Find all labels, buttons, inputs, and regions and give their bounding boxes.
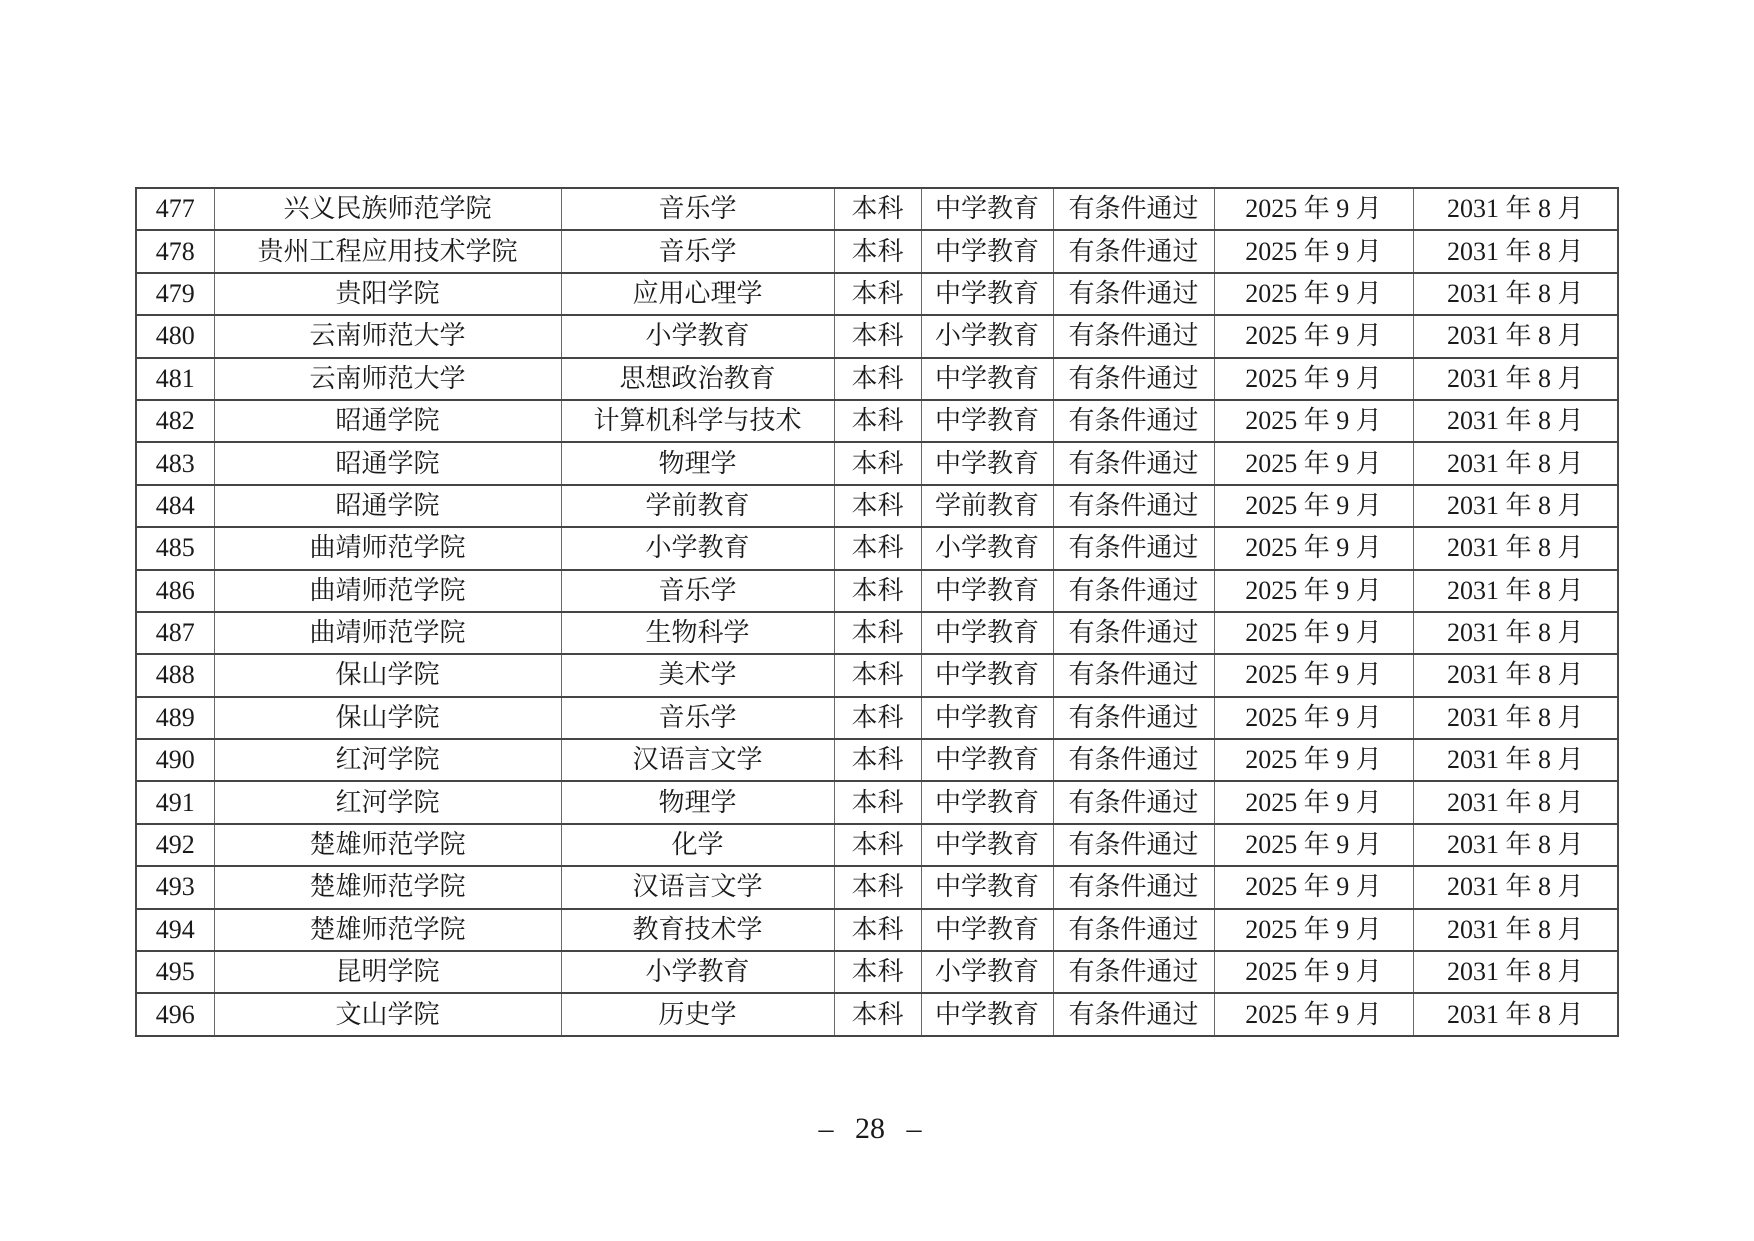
cell-result: 有条件通过 <box>1053 570 1214 612</box>
cell-category: 中学教育 <box>921 654 1053 696</box>
cell-institution: 昭通学院 <box>214 485 561 527</box>
cell-result: 有条件通过 <box>1053 442 1214 484</box>
cell-level: 本科 <box>834 230 921 272</box>
cell-level: 本科 <box>834 866 921 908</box>
cell-end-date: 2031 年 8 月 <box>1413 612 1618 654</box>
cell-end-date: 2031 年 8 月 <box>1413 739 1618 781</box>
table-row <box>136 485 1618 527</box>
cell-row-number: 490 <box>136 739 214 781</box>
page-number: – 28 – <box>818 1112 922 1145</box>
table-row <box>136 358 1618 400</box>
cell-result: 有条件通过 <box>1053 527 1214 569</box>
cell-category: 中学教育 <box>921 739 1053 781</box>
cell-program: 教育技术学 <box>561 909 834 951</box>
cell-level: 本科 <box>834 358 921 400</box>
cell-category: 中学教育 <box>921 570 1053 612</box>
cell-program: 音乐学 <box>561 570 834 612</box>
cell-program: 汉语言文学 <box>561 866 834 908</box>
cell-level: 本科 <box>834 781 921 823</box>
cell-end-date: 2031 年 8 月 <box>1413 358 1618 400</box>
cell-start-date: 2025 年 9 月 <box>1214 697 1413 739</box>
cell-end-date: 2031 年 8 月 <box>1413 697 1618 739</box>
cell-result: 有条件通过 <box>1053 230 1214 272</box>
cell-program: 小学教育 <box>561 315 834 357</box>
cell-level: 本科 <box>834 951 921 993</box>
cell-end-date: 2031 年 8 月 <box>1413 188 1618 230</box>
cell-program: 物理学 <box>561 781 834 823</box>
cell-row-number: 477 <box>136 188 214 230</box>
cell-level: 本科 <box>834 697 921 739</box>
cell-result: 有条件通过 <box>1053 824 1214 866</box>
cell-row-number: 489 <box>136 697 214 739</box>
cell-result: 有条件通过 <box>1053 781 1214 823</box>
cell-end-date: 2031 年 8 月 <box>1413 951 1618 993</box>
cell-institution: 云南师范大学 <box>214 315 561 357</box>
table-row <box>136 612 1618 654</box>
cell-institution: 曲靖师范学院 <box>214 570 561 612</box>
cell-start-date: 2025 年 9 月 <box>1214 654 1413 696</box>
cell-row-number: 495 <box>136 951 214 993</box>
cell-result: 有条件通过 <box>1053 315 1214 357</box>
cell-end-date: 2031 年 8 月 <box>1413 909 1618 951</box>
cell-start-date: 2025 年 9 月 <box>1214 315 1413 357</box>
cell-end-date: 2031 年 8 月 <box>1413 400 1618 442</box>
cell-program: 化学 <box>561 824 834 866</box>
cell-category: 中学教育 <box>921 230 1053 272</box>
cell-institution: 昆明学院 <box>214 951 561 993</box>
cell-end-date: 2031 年 8 月 <box>1413 442 1618 484</box>
accreditation-table <box>135 187 1619 1037</box>
table-row <box>136 442 1618 484</box>
cell-institution: 楚雄师范学院 <box>214 824 561 866</box>
cell-start-date: 2025 年 9 月 <box>1214 485 1413 527</box>
cell-start-date: 2025 年 9 月 <box>1214 442 1413 484</box>
cell-result: 有条件通过 <box>1053 654 1214 696</box>
cell-category: 中学教育 <box>921 993 1053 1035</box>
cell-institution: 楚雄师范学院 <box>214 866 561 908</box>
cell-category: 中学教育 <box>921 273 1053 315</box>
cell-institution: 昭通学院 <box>214 442 561 484</box>
cell-institution: 保山学院 <box>214 697 561 739</box>
cell-category: 小学教育 <box>921 315 1053 357</box>
cell-row-number: 482 <box>136 400 214 442</box>
cell-start-date: 2025 年 9 月 <box>1214 188 1413 230</box>
cell-row-number: 487 <box>136 612 214 654</box>
cell-institution: 曲靖师范学院 <box>214 612 561 654</box>
cell-row-number: 486 <box>136 570 214 612</box>
table-row <box>136 188 1618 230</box>
cell-result: 有条件通过 <box>1053 993 1214 1035</box>
cell-category: 中学教育 <box>921 442 1053 484</box>
cell-level: 本科 <box>834 739 921 781</box>
cell-end-date: 2031 年 8 月 <box>1413 273 1618 315</box>
cell-category: 学前教育 <box>921 485 1053 527</box>
table-row <box>136 527 1618 569</box>
cell-program: 小学教育 <box>561 951 834 993</box>
cell-institution: 红河学院 <box>214 739 561 781</box>
cell-institution: 红河学院 <box>214 781 561 823</box>
cell-result: 有条件通过 <box>1053 188 1214 230</box>
cell-start-date: 2025 年 9 月 <box>1214 781 1413 823</box>
table-row <box>136 993 1618 1035</box>
cell-institution: 曲靖师范学院 <box>214 527 561 569</box>
cell-level: 本科 <box>834 993 921 1035</box>
cell-row-number: 479 <box>136 273 214 315</box>
cell-level: 本科 <box>834 315 921 357</box>
cell-start-date: 2025 年 9 月 <box>1214 358 1413 400</box>
cell-level: 本科 <box>834 400 921 442</box>
cell-institution: 贵阳学院 <box>214 273 561 315</box>
cell-category: 中学教育 <box>921 612 1053 654</box>
cell-result: 有条件通过 <box>1053 909 1214 951</box>
cell-result: 有条件通过 <box>1053 358 1214 400</box>
cell-program: 学前教育 <box>561 485 834 527</box>
table-body <box>136 188 1618 1036</box>
cell-category: 中学教育 <box>921 400 1053 442</box>
cell-result: 有条件通过 <box>1053 697 1214 739</box>
cell-row-number: 493 <box>136 866 214 908</box>
cell-level: 本科 <box>834 188 921 230</box>
cell-program: 音乐学 <box>561 697 834 739</box>
cell-end-date: 2031 年 8 月 <box>1413 570 1618 612</box>
cell-program: 美术学 <box>561 654 834 696</box>
table-row <box>136 697 1618 739</box>
cell-start-date: 2025 年 9 月 <box>1214 909 1413 951</box>
cell-level: 本科 <box>834 273 921 315</box>
cell-program: 思想政治教育 <box>561 358 834 400</box>
table-row <box>136 909 1618 951</box>
table-row <box>136 824 1618 866</box>
cell-program: 音乐学 <box>561 188 834 230</box>
cell-end-date: 2031 年 8 月 <box>1413 315 1618 357</box>
cell-level: 本科 <box>834 442 921 484</box>
cell-program: 汉语言文学 <box>561 739 834 781</box>
cell-program: 计算机科学与技术 <box>561 400 834 442</box>
cell-start-date: 2025 年 9 月 <box>1214 951 1413 993</box>
table-row <box>136 315 1618 357</box>
cell-level: 本科 <box>834 485 921 527</box>
cell-institution: 文山学院 <box>214 993 561 1035</box>
cell-start-date: 2025 年 9 月 <box>1214 527 1413 569</box>
cell-program: 音乐学 <box>561 230 834 272</box>
cell-level: 本科 <box>834 570 921 612</box>
table-row <box>136 866 1618 908</box>
cell-result: 有条件通过 <box>1053 400 1214 442</box>
cell-end-date: 2031 年 8 月 <box>1413 485 1618 527</box>
cell-end-date: 2031 年 8 月 <box>1413 527 1618 569</box>
cell-level: 本科 <box>834 909 921 951</box>
cell-start-date: 2025 年 9 月 <box>1214 739 1413 781</box>
cell-start-date: 2025 年 9 月 <box>1214 230 1413 272</box>
cell-row-number: 484 <box>136 485 214 527</box>
cell-start-date: 2025 年 9 月 <box>1214 824 1413 866</box>
cell-start-date: 2025 年 9 月 <box>1214 612 1413 654</box>
cell-row-number: 496 <box>136 993 214 1035</box>
table-row <box>136 400 1618 442</box>
cell-row-number: 491 <box>136 781 214 823</box>
cell-end-date: 2031 年 8 月 <box>1413 866 1618 908</box>
cell-row-number: 481 <box>136 358 214 400</box>
table-row <box>136 781 1618 823</box>
cell-institution: 兴义民族师范学院 <box>214 188 561 230</box>
table-row <box>136 230 1618 272</box>
cell-end-date: 2031 年 8 月 <box>1413 993 1618 1035</box>
cell-start-date: 2025 年 9 月 <box>1214 273 1413 315</box>
cell-result: 有条件通过 <box>1053 612 1214 654</box>
cell-program: 生物科学 <box>561 612 834 654</box>
cell-end-date: 2031 年 8 月 <box>1413 230 1618 272</box>
cell-category: 中学教育 <box>921 866 1053 908</box>
table-row <box>136 951 1618 993</box>
cell-start-date: 2025 年 9 月 <box>1214 570 1413 612</box>
cell-category: 中学教育 <box>921 909 1053 951</box>
cell-result: 有条件通过 <box>1053 951 1214 993</box>
cell-program: 应用心理学 <box>561 273 834 315</box>
cell-result: 有条件通过 <box>1053 866 1214 908</box>
cell-result: 有条件通过 <box>1053 273 1214 315</box>
cell-category: 中学教育 <box>921 358 1053 400</box>
cell-row-number: 485 <box>136 527 214 569</box>
cell-level: 本科 <box>834 824 921 866</box>
table-row <box>136 273 1618 315</box>
cell-row-number: 492 <box>136 824 214 866</box>
cell-program: 物理学 <box>561 442 834 484</box>
cell-category: 中学教育 <box>921 824 1053 866</box>
table-row <box>136 654 1618 696</box>
cell-start-date: 2025 年 9 月 <box>1214 993 1413 1035</box>
cell-level: 本科 <box>834 612 921 654</box>
cell-category: 中学教育 <box>921 697 1053 739</box>
cell-level: 本科 <box>834 654 921 696</box>
cell-row-number: 494 <box>136 909 214 951</box>
cell-end-date: 2031 年 8 月 <box>1413 654 1618 696</box>
cell-category: 中学教育 <box>921 781 1053 823</box>
table-row <box>136 739 1618 781</box>
cell-institution: 贵州工程应用技术学院 <box>214 230 561 272</box>
cell-row-number: 480 <box>136 315 214 357</box>
cell-category: 中学教育 <box>921 188 1053 230</box>
cell-end-date: 2031 年 8 月 <box>1413 781 1618 823</box>
cell-program: 历史学 <box>561 993 834 1035</box>
cell-start-date: 2025 年 9 月 <box>1214 866 1413 908</box>
cell-program: 小学教育 <box>561 527 834 569</box>
cell-start-date: 2025 年 9 月 <box>1214 400 1413 442</box>
cell-level: 本科 <box>834 527 921 569</box>
cell-result: 有条件通过 <box>1053 485 1214 527</box>
cell-result: 有条件通过 <box>1053 739 1214 781</box>
cell-institution: 楚雄师范学院 <box>214 909 561 951</box>
cell-institution: 昭通学院 <box>214 400 561 442</box>
table-row <box>136 570 1618 612</box>
cell-category: 小学教育 <box>921 951 1053 993</box>
cell-end-date: 2031 年 8 月 <box>1413 824 1618 866</box>
cell-row-number: 488 <box>136 654 214 696</box>
cell-category: 小学教育 <box>921 527 1053 569</box>
cell-row-number: 483 <box>136 442 214 484</box>
cell-institution: 云南师范大学 <box>214 358 561 400</box>
cell-institution: 保山学院 <box>214 654 561 696</box>
cell-row-number: 478 <box>136 230 214 272</box>
